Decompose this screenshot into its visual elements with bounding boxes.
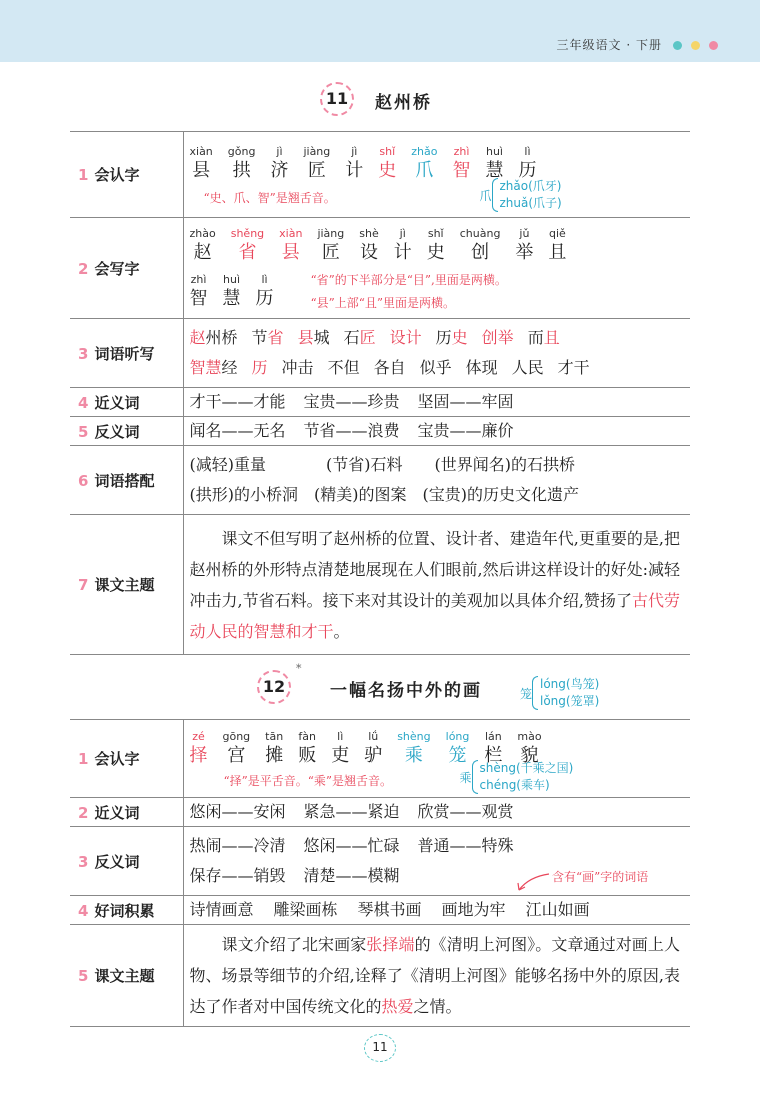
polyphone-brace	[460, 760, 620, 796]
antonym-pair: 节省——浪费	[303, 421, 400, 440]
pinyin: jǔ	[519, 226, 530, 240]
dictation-cell	[183, 319, 690, 388]
dictation-line-2	[190, 353, 685, 383]
row-title: 反义词	[94, 422, 140, 441]
teal-dot-icon	[673, 41, 682, 50]
collocation-line-2	[190, 480, 685, 510]
pinyin: jì	[276, 144, 283, 158]
theme-highlight: 热爱	[381, 997, 414, 1016]
pinyin: shè	[359, 226, 379, 240]
pinyin-char	[378, 144, 396, 183]
theme-text-2: 的《清明上河图》。文章通过对画上人物、场景等细节的介绍,诠释了《清明上河图》能够名扬中外的原因,表达了作者对中国传统文化的	[189, 935, 680, 1016]
character: 择	[189, 744, 208, 766]
row-synonyms	[70, 798, 690, 827]
row-number: 7	[78, 576, 89, 594]
row-number: 5	[78, 967, 89, 985]
pinyin-row-2	[190, 272, 289, 311]
pinyin: gōng	[222, 729, 251, 743]
pinyin-row	[190, 226, 685, 265]
character: 历	[518, 159, 537, 181]
character: 智	[189, 287, 208, 309]
character: 慧	[222, 287, 241, 309]
dictation-word: 石	[343, 328, 360, 347]
write-chars-cell	[183, 218, 690, 319]
dictation-word: 才干	[557, 358, 590, 377]
pinyin-char	[397, 729, 430, 768]
row-title: 会认字	[94, 166, 140, 184]
row-number: 4	[78, 393, 89, 412]
pinyin: lán	[485, 729, 502, 743]
character: 赵	[193, 241, 212, 263]
dictation-word: 设计	[389, 328, 422, 347]
row-title: 反义词	[94, 852, 140, 871]
pinyin-char	[298, 729, 316, 768]
lesson-11-title: 赵州桥	[375, 93, 432, 113]
title-polyphone-brace	[520, 676, 640, 712]
antonym-pair: 保存——销毁	[189, 866, 286, 885]
synonym-pair: 欣赏——观赏	[417, 802, 514, 821]
theme-name-highlight: 张择端	[366, 935, 415, 954]
pinyin: zhào	[189, 226, 216, 240]
write-note-2: “县”上部“且”里面是两横。	[310, 295, 456, 310]
dictation-word: 历	[435, 328, 452, 347]
character: 驴	[364, 744, 383, 766]
good-words-cell	[183, 896, 690, 925]
brace-reading-1: shèng(千乘之国)	[479, 761, 574, 775]
brace-reading-1: zhǎo(爪牙)	[499, 179, 562, 193]
row-theme	[70, 515, 690, 655]
antonyms-cell	[183, 827, 690, 896]
brace-bracket-icon	[492, 178, 498, 212]
pinyin: lì	[337, 729, 344, 743]
pinyin-char	[190, 729, 208, 768]
pinyin-char	[223, 272, 241, 311]
row-label	[70, 720, 183, 798]
dictation-word: 似乎	[419, 358, 452, 377]
dictation-word: 不但	[327, 358, 360, 377]
pinyin: shěng	[230, 226, 265, 240]
pinyin: lì	[261, 272, 268, 286]
pinyin: xiàn	[189, 144, 213, 158]
synonym-pair: 才干——才能	[189, 392, 286, 411]
pinyin: qiě	[549, 226, 566, 240]
dictation-word: 匠	[359, 328, 376, 347]
pinyin: jì	[351, 144, 358, 158]
lesson-11-number: 11	[320, 82, 354, 116]
antonym-pair: 清楚——模糊	[303, 866, 400, 885]
lesson-11-heading	[0, 80, 760, 120]
brace-reading-1: lóng(鸟笼)	[540, 677, 600, 691]
pinyin-char	[452, 144, 470, 183]
character: 匠	[307, 159, 326, 181]
pinyin-char	[364, 729, 382, 768]
row-title: 近义词	[94, 393, 140, 412]
dictation-word: 经	[221, 358, 238, 377]
synonyms-line	[190, 800, 685, 824]
character: 智	[452, 159, 471, 181]
dictation-word: 县	[297, 328, 314, 347]
antonyms-cell	[183, 417, 690, 446]
character: 创	[471, 241, 490, 263]
character: 举	[515, 241, 534, 263]
brace-reading-2: lǒng(笼罩)	[540, 694, 600, 708]
synonyms-cell	[183, 388, 690, 417]
row-theme	[70, 925, 690, 1027]
pinyin: huì	[485, 144, 503, 158]
brace-key: 爪	[479, 189, 492, 203]
antonyms-line-1	[190, 831, 685, 861]
write-note-1: “省”的下半部分是“目”,里面是两横。	[310, 272, 507, 287]
row-antonyms	[70, 827, 690, 896]
read-chars-cell	[183, 720, 690, 798]
collocations-cell	[183, 446, 690, 515]
antonym-pair: 热闹——冷清	[189, 836, 286, 855]
brace-bracket-icon	[532, 676, 538, 710]
pinyin-char	[303, 144, 330, 183]
character: 县	[192, 159, 211, 181]
row-number: 1	[78, 166, 89, 184]
theme-paragraph	[190, 929, 685, 1022]
row-number: 6	[78, 471, 89, 490]
lesson-12-heading	[0, 662, 760, 708]
row-number: 3	[78, 344, 89, 363]
pinyin: zé	[192, 729, 205, 743]
character: 栏	[484, 744, 503, 766]
page-number: 11	[364, 1034, 396, 1062]
pinyin: lóng	[445, 729, 470, 743]
row-title: 会写字	[94, 259, 140, 278]
pinyin-char	[359, 226, 378, 265]
character: 笼	[448, 744, 467, 766]
character: 且	[548, 241, 567, 263]
character: 爪	[415, 159, 434, 181]
theme-cell	[183, 515, 690, 655]
synonyms-cell	[183, 798, 690, 827]
row-number: 3	[78, 852, 89, 871]
pinyin-row	[190, 144, 685, 183]
brace-key: 笼	[520, 687, 533, 701]
dictation-word: 赵	[189, 328, 206, 347]
row-label	[70, 446, 183, 515]
pinyin: lǘ	[368, 729, 379, 743]
row-title: 课文主题	[94, 967, 155, 985]
theme-cell	[183, 925, 690, 1027]
pinyin: fàn	[298, 729, 316, 743]
row-synonyms	[70, 388, 690, 417]
pinyin-char	[548, 226, 566, 265]
good-words-line	[190, 898, 685, 922]
row-number: 1	[78, 750, 89, 768]
character: 计	[393, 241, 412, 263]
pinyin-char	[427, 226, 445, 265]
pinyin-char	[460, 226, 501, 265]
row-label	[70, 515, 183, 655]
pinyin-char	[411, 144, 437, 183]
row-number: 4	[78, 901, 89, 920]
character: 匠	[321, 241, 340, 263]
row-title: 词语听写	[94, 344, 155, 363]
pinyin-char	[190, 226, 216, 265]
character: 计	[345, 159, 364, 181]
good-word: 诗情画意	[189, 900, 254, 919]
antonym-pair: 闻名——无名	[189, 421, 286, 440]
good-word: 画地为牢	[441, 900, 506, 919]
collocation-line-1	[190, 450, 685, 480]
theme-paragraph	[190, 523, 685, 647]
good-word: 雕梁画栋	[273, 900, 338, 919]
character: 慧	[485, 159, 504, 181]
synonyms-line	[190, 390, 685, 414]
row-title: 课文主题	[94, 576, 155, 594]
synonym-pair: 坚固——牢固	[417, 392, 514, 411]
good-words-callout: 含有“画”字的词语	[552, 870, 649, 884]
theme-highlight: 古代劳动人民的智慧和才干	[189, 590, 680, 641]
row-title: 词语搭配	[94, 471, 155, 490]
row-label	[70, 319, 183, 388]
row-label	[70, 925, 183, 1027]
pinyin: gǒng	[227, 144, 256, 158]
optional-lesson-star: *	[296, 662, 302, 675]
dictation-word: 历	[251, 358, 268, 377]
pinyin-char	[256, 272, 274, 311]
pinyin: lì	[524, 144, 531, 158]
pinyin: chuàng	[459, 226, 501, 240]
brace-bracket-icon	[472, 760, 478, 794]
row-collocations	[70, 446, 690, 515]
pinyin-char	[265, 729, 283, 768]
brace-key: 乘	[459, 771, 472, 785]
dictation-word: 而	[527, 328, 544, 347]
lesson-11-table	[70, 131, 690, 655]
dictation-word: 且	[543, 328, 560, 347]
pinyin-char	[485, 144, 503, 183]
synonym-pair: 宝贵——珍贵	[303, 392, 400, 411]
pinyin: xiàn	[279, 226, 303, 240]
pinyin-char	[515, 226, 533, 265]
read-chars-cell	[183, 132, 690, 218]
character: 史	[426, 241, 445, 263]
pinyin: jiàng	[303, 144, 331, 158]
character: 貌	[520, 744, 539, 766]
pinyin: tān	[265, 729, 284, 743]
character: 宫	[227, 744, 246, 766]
dictation-word: 冲击	[281, 358, 314, 377]
pinyin: zhǎo	[411, 144, 438, 158]
row-good-words	[70, 896, 690, 925]
dictation-word: 州桥	[205, 328, 238, 347]
pinyin-char	[345, 144, 363, 183]
lesson-12-number: 12	[257, 670, 291, 704]
antonym-pair: 普通——特殊	[417, 836, 514, 855]
character: 摊	[265, 744, 284, 766]
dictation-word: 史	[451, 328, 468, 347]
polyphone-brace	[480, 178, 610, 214]
pinyin-char	[190, 144, 213, 183]
read-note: “史、爪、智”是翘舌音。	[203, 190, 336, 205]
synonym-pair: 紧急——紧迫	[303, 802, 400, 821]
collocation: (宝贵)的历史文化遗产	[422, 485, 579, 504]
theme-end: 之情。	[413, 997, 462, 1016]
pinyin-char	[518, 144, 536, 183]
collocation: (精美)的图案	[314, 485, 407, 504]
row-dictation	[70, 319, 690, 388]
character: 贩	[298, 744, 317, 766]
pinyin-char	[231, 226, 264, 265]
pinyin: shǐ	[427, 226, 444, 240]
yellow-dot-icon	[691, 41, 700, 50]
character: 济	[270, 159, 289, 181]
antonyms-line	[190, 419, 685, 443]
brace-reading-2: chéng(乘车)	[479, 778, 550, 792]
row-title: 好词积累	[94, 901, 155, 920]
character: 设	[359, 241, 378, 263]
collocation: (节省)石料	[326, 455, 403, 474]
row-read-chars	[70, 132, 690, 218]
grade-label: 三年级语文 · 下册	[556, 38, 662, 52]
row-number: 2	[78, 259, 89, 278]
good-word: 江山如画	[525, 900, 590, 919]
pinyin-char	[190, 272, 208, 311]
pinyin-char	[228, 144, 256, 183]
row-label	[70, 827, 183, 896]
character: 拱	[232, 159, 251, 181]
row-label	[70, 896, 183, 925]
theme-text: 课文不但写明了赵州桥的位置、设计者、建造年代,更重要的是,把赵州桥的外形特点清楚地展现在人们眼前,然后讲这样设计的好处:减轻冲击力,节省石料。接下来对其设计的美观加以具体介绍,赞扬了	[189, 528, 680, 610]
character: 乘	[404, 744, 423, 766]
row-write-chars	[70, 218, 690, 319]
dictation-word: 城	[313, 328, 330, 347]
character: 吏	[331, 744, 350, 766]
antonym-pair: 宝贵——廉价	[417, 421, 514, 440]
lesson-12-title: 一幅名扬中外的画	[330, 681, 482, 701]
row-number: 2	[78, 803, 89, 822]
pinyin: zhì	[190, 272, 207, 286]
dictation-word: 智慧	[189, 358, 222, 377]
dictation-word: 节	[251, 328, 268, 347]
pinyin: jiàng	[317, 226, 345, 240]
row-label	[70, 218, 183, 319]
pinyin: zhì	[453, 144, 470, 158]
header-band	[0, 0, 760, 62]
row-label	[70, 132, 183, 218]
pinyin: mào	[517, 729, 542, 743]
row-label	[70, 388, 183, 417]
pink-dot-icon	[709, 41, 718, 50]
read-note: “择”是平舌音。“乘”是翘舌音。	[223, 773, 393, 788]
antonym-pair: 悠闲——忙碌	[303, 836, 400, 855]
pinyin-char	[270, 144, 288, 183]
pinyin: shèng	[397, 729, 431, 743]
row-antonyms	[70, 417, 690, 446]
pinyin-char	[223, 729, 251, 768]
dictation-word: 体现	[465, 358, 498, 377]
pinyin: huì	[223, 272, 240, 286]
dictation-line-1	[190, 323, 685, 353]
collocation: (减轻)重量	[189, 455, 266, 474]
theme-end: 。	[333, 621, 350, 641]
row-title: 会认字	[94, 750, 140, 768]
pinyin: shǐ	[379, 144, 396, 158]
character: 县	[281, 241, 300, 263]
dictation-word: 创举	[481, 328, 514, 347]
theme-text: 课文介绍了北宋画家	[221, 935, 367, 954]
row-read-chars	[70, 720, 690, 798]
pinyin-char	[317, 226, 344, 265]
dictation-word: 各自	[373, 358, 406, 377]
character: 历	[255, 287, 274, 309]
character: 史	[378, 159, 397, 181]
synonym-pair: 悠闲——安闲	[189, 802, 286, 821]
pinyin-char	[394, 226, 412, 265]
row-label	[70, 417, 183, 446]
row-number: 5	[78, 422, 89, 441]
dictation-word: 人民	[511, 358, 544, 377]
dictation-word: 省	[267, 328, 284, 347]
collocation: (世界闻名)的石拱桥	[434, 455, 575, 474]
pinyin: jì	[399, 226, 406, 240]
good-word: 琴棋书画	[357, 900, 422, 919]
row-label	[70, 798, 183, 827]
row-title: 近义词	[94, 803, 140, 822]
collocation: (拱形)的小桥洞	[189, 485, 298, 504]
character: 省	[238, 241, 257, 263]
pinyin-char	[331, 729, 349, 768]
brace-reading-2: zhuǎ(爪子)	[499, 196, 562, 210]
pinyin-char	[279, 226, 302, 265]
